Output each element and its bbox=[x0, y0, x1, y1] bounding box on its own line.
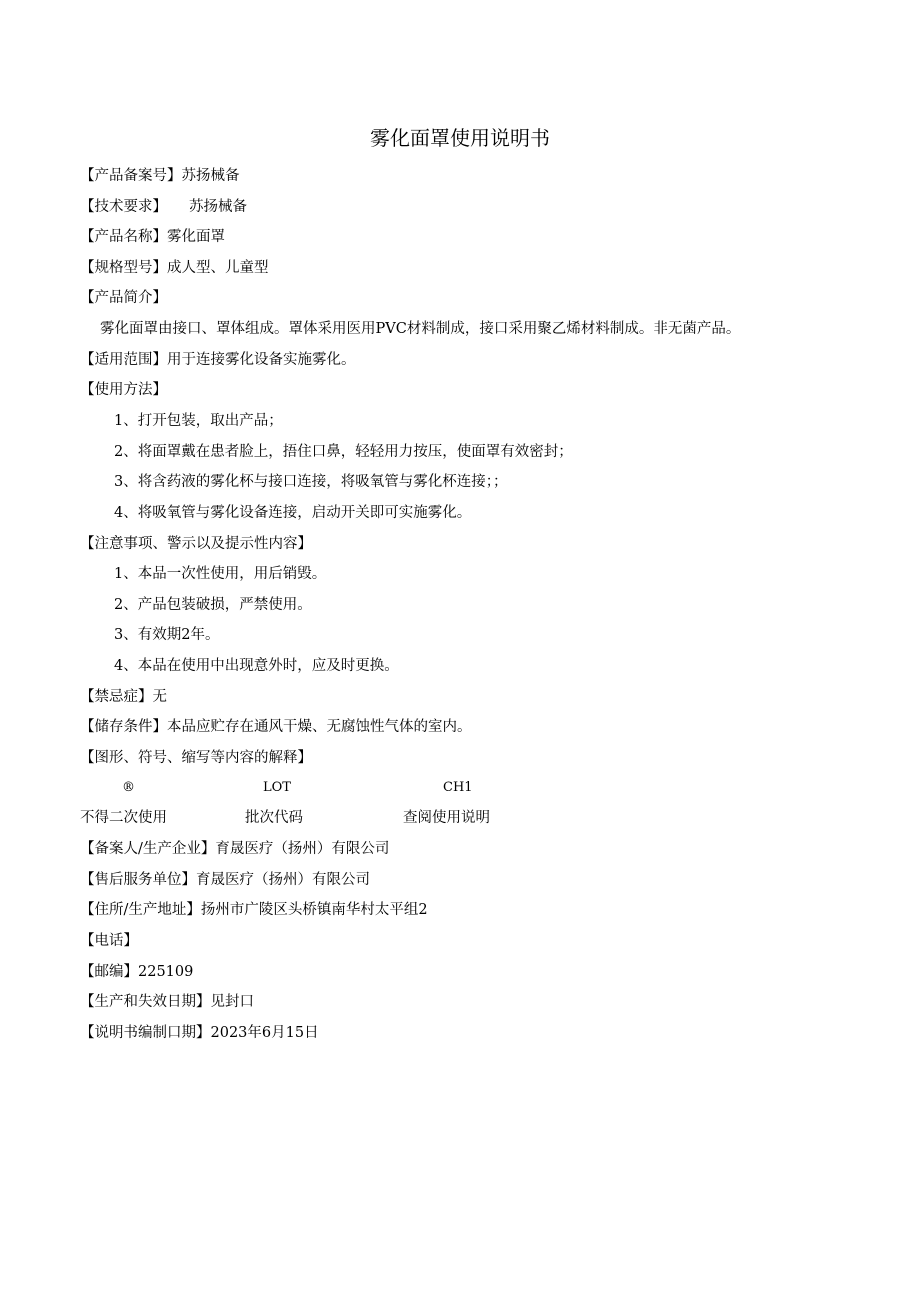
contraindications-line bbox=[80, 687, 167, 707]
product-name-label: 【产品名称】 bbox=[80, 229, 167, 245]
dates-line bbox=[80, 992, 254, 1012]
scope-value: 用于连接雾化设备实施雾化。 bbox=[167, 352, 356, 368]
scope-label: 【适用范围】 bbox=[80, 352, 167, 368]
registration-no-label: 【产品备案号】 bbox=[80, 168, 182, 184]
phone-line bbox=[80, 931, 138, 951]
precaution-item: 3、有效期2年。 bbox=[114, 627, 220, 643]
registration-no-line bbox=[80, 166, 240, 186]
precautions-heading: 【注意事项、警示以及提示性内容】 bbox=[80, 536, 312, 552]
service-line bbox=[80, 870, 370, 890]
product-name-value: 雾化面罩 bbox=[167, 229, 225, 245]
storage-label: 【储存条件】 bbox=[80, 719, 167, 735]
product-name-line bbox=[80, 227, 225, 247]
symbol-no-reuse: ® bbox=[122, 780, 135, 795]
intro-text: 雾化面罩由接口、罩体组成。罩体采用医用PVC材料制成，接口采用聚乙烯材料制成。非无菌产品。 bbox=[100, 321, 741, 337]
symbol-meaning: 不得二次使用 bbox=[80, 810, 167, 826]
address-value: 扬州市广陵区头桥镇南华村太平组2 bbox=[200, 902, 428, 918]
postcode-value: 225109 bbox=[138, 964, 194, 980]
usage-heading: 【使用方法】 bbox=[80, 382, 167, 398]
postcode-label: 【邮编】 bbox=[80, 964, 138, 980]
service-value: 育晟医疗（扬州）有限公司 bbox=[196, 872, 370, 888]
tech-requirements-label: 【技术要求】 bbox=[80, 199, 167, 215]
dates-value: 见封口 bbox=[210, 994, 254, 1010]
compiled-date-line bbox=[80, 1023, 319, 1043]
phone-label: 【电话】 bbox=[80, 933, 138, 949]
postcode-line bbox=[80, 962, 193, 982]
address-label: 【住所/生产地址】 bbox=[80, 902, 201, 918]
usage-step: 1、打开包装，取出产品； bbox=[114, 413, 283, 429]
usage-step: 4、将吸氧管与雾化设备连接，启动开关即可实施雾化。 bbox=[114, 505, 472, 521]
service-label: 【售后服务单位】 bbox=[80, 872, 196, 888]
storage-line bbox=[80, 717, 472, 737]
dates-label: 【生产和失效日期】 bbox=[80, 994, 211, 1010]
compiled-date-label: 【说明书编制口期】 bbox=[80, 1025, 211, 1041]
document-title: 雾化面罩使用说明书 bbox=[370, 126, 550, 150]
usage-step: 2、将面罩戴在患者脸上，捂住口鼻，轻轻用力按压，使面罩有效密封； bbox=[114, 444, 573, 460]
registration-no-value: 苏扬械备 bbox=[181, 168, 240, 184]
symbol-lot: LOT bbox=[263, 780, 291, 795]
scope-line bbox=[80, 350, 356, 370]
tech-requirements-value: 苏扬械备 bbox=[189, 199, 247, 215]
intro-heading: 【产品简介】 bbox=[80, 290, 167, 306]
symbol-consult-ifu: CH1 bbox=[443, 780, 473, 795]
registrant-line bbox=[80, 839, 389, 859]
contraindications-value: 无 bbox=[152, 689, 167, 705]
symbol-meaning: 查阅使用说明 bbox=[403, 810, 490, 826]
model-label: 【规格型号】 bbox=[80, 260, 167, 276]
storage-value: 本品应贮存在通风干燥、无腐蚀性气体的室内。 bbox=[167, 719, 472, 735]
registrant-label: 【备案人/生产企业】 bbox=[80, 841, 216, 857]
symbol-meaning: 批次代码 bbox=[245, 810, 303, 826]
address-line bbox=[80, 900, 428, 920]
model-value: 成人型、儿童型 bbox=[167, 260, 269, 276]
registrant-value: 育晟医疗（扬州）有限公司 bbox=[215, 841, 390, 857]
usage-step: 3、将含药液的雾化杯与接口连接，将吸氧管与雾化杯连接；； bbox=[114, 474, 508, 490]
precaution-item: 2、产品包装破损，严禁使用。 bbox=[114, 597, 312, 613]
precaution-item: 4、本品在使用中出现意外时，应及时更换。 bbox=[114, 658, 399, 674]
contraindications-label: 【禁忌症】 bbox=[80, 689, 153, 705]
tech-requirements-line bbox=[80, 197, 247, 217]
model-line bbox=[80, 258, 269, 278]
symbols-heading: 【图形、符号、缩写等内容的解释】 bbox=[80, 750, 312, 766]
precaution-item: 1、本品一次性使用，用后销毁。 bbox=[114, 566, 327, 582]
compiled-date-value: 2023年6月15日 bbox=[210, 1025, 319, 1041]
